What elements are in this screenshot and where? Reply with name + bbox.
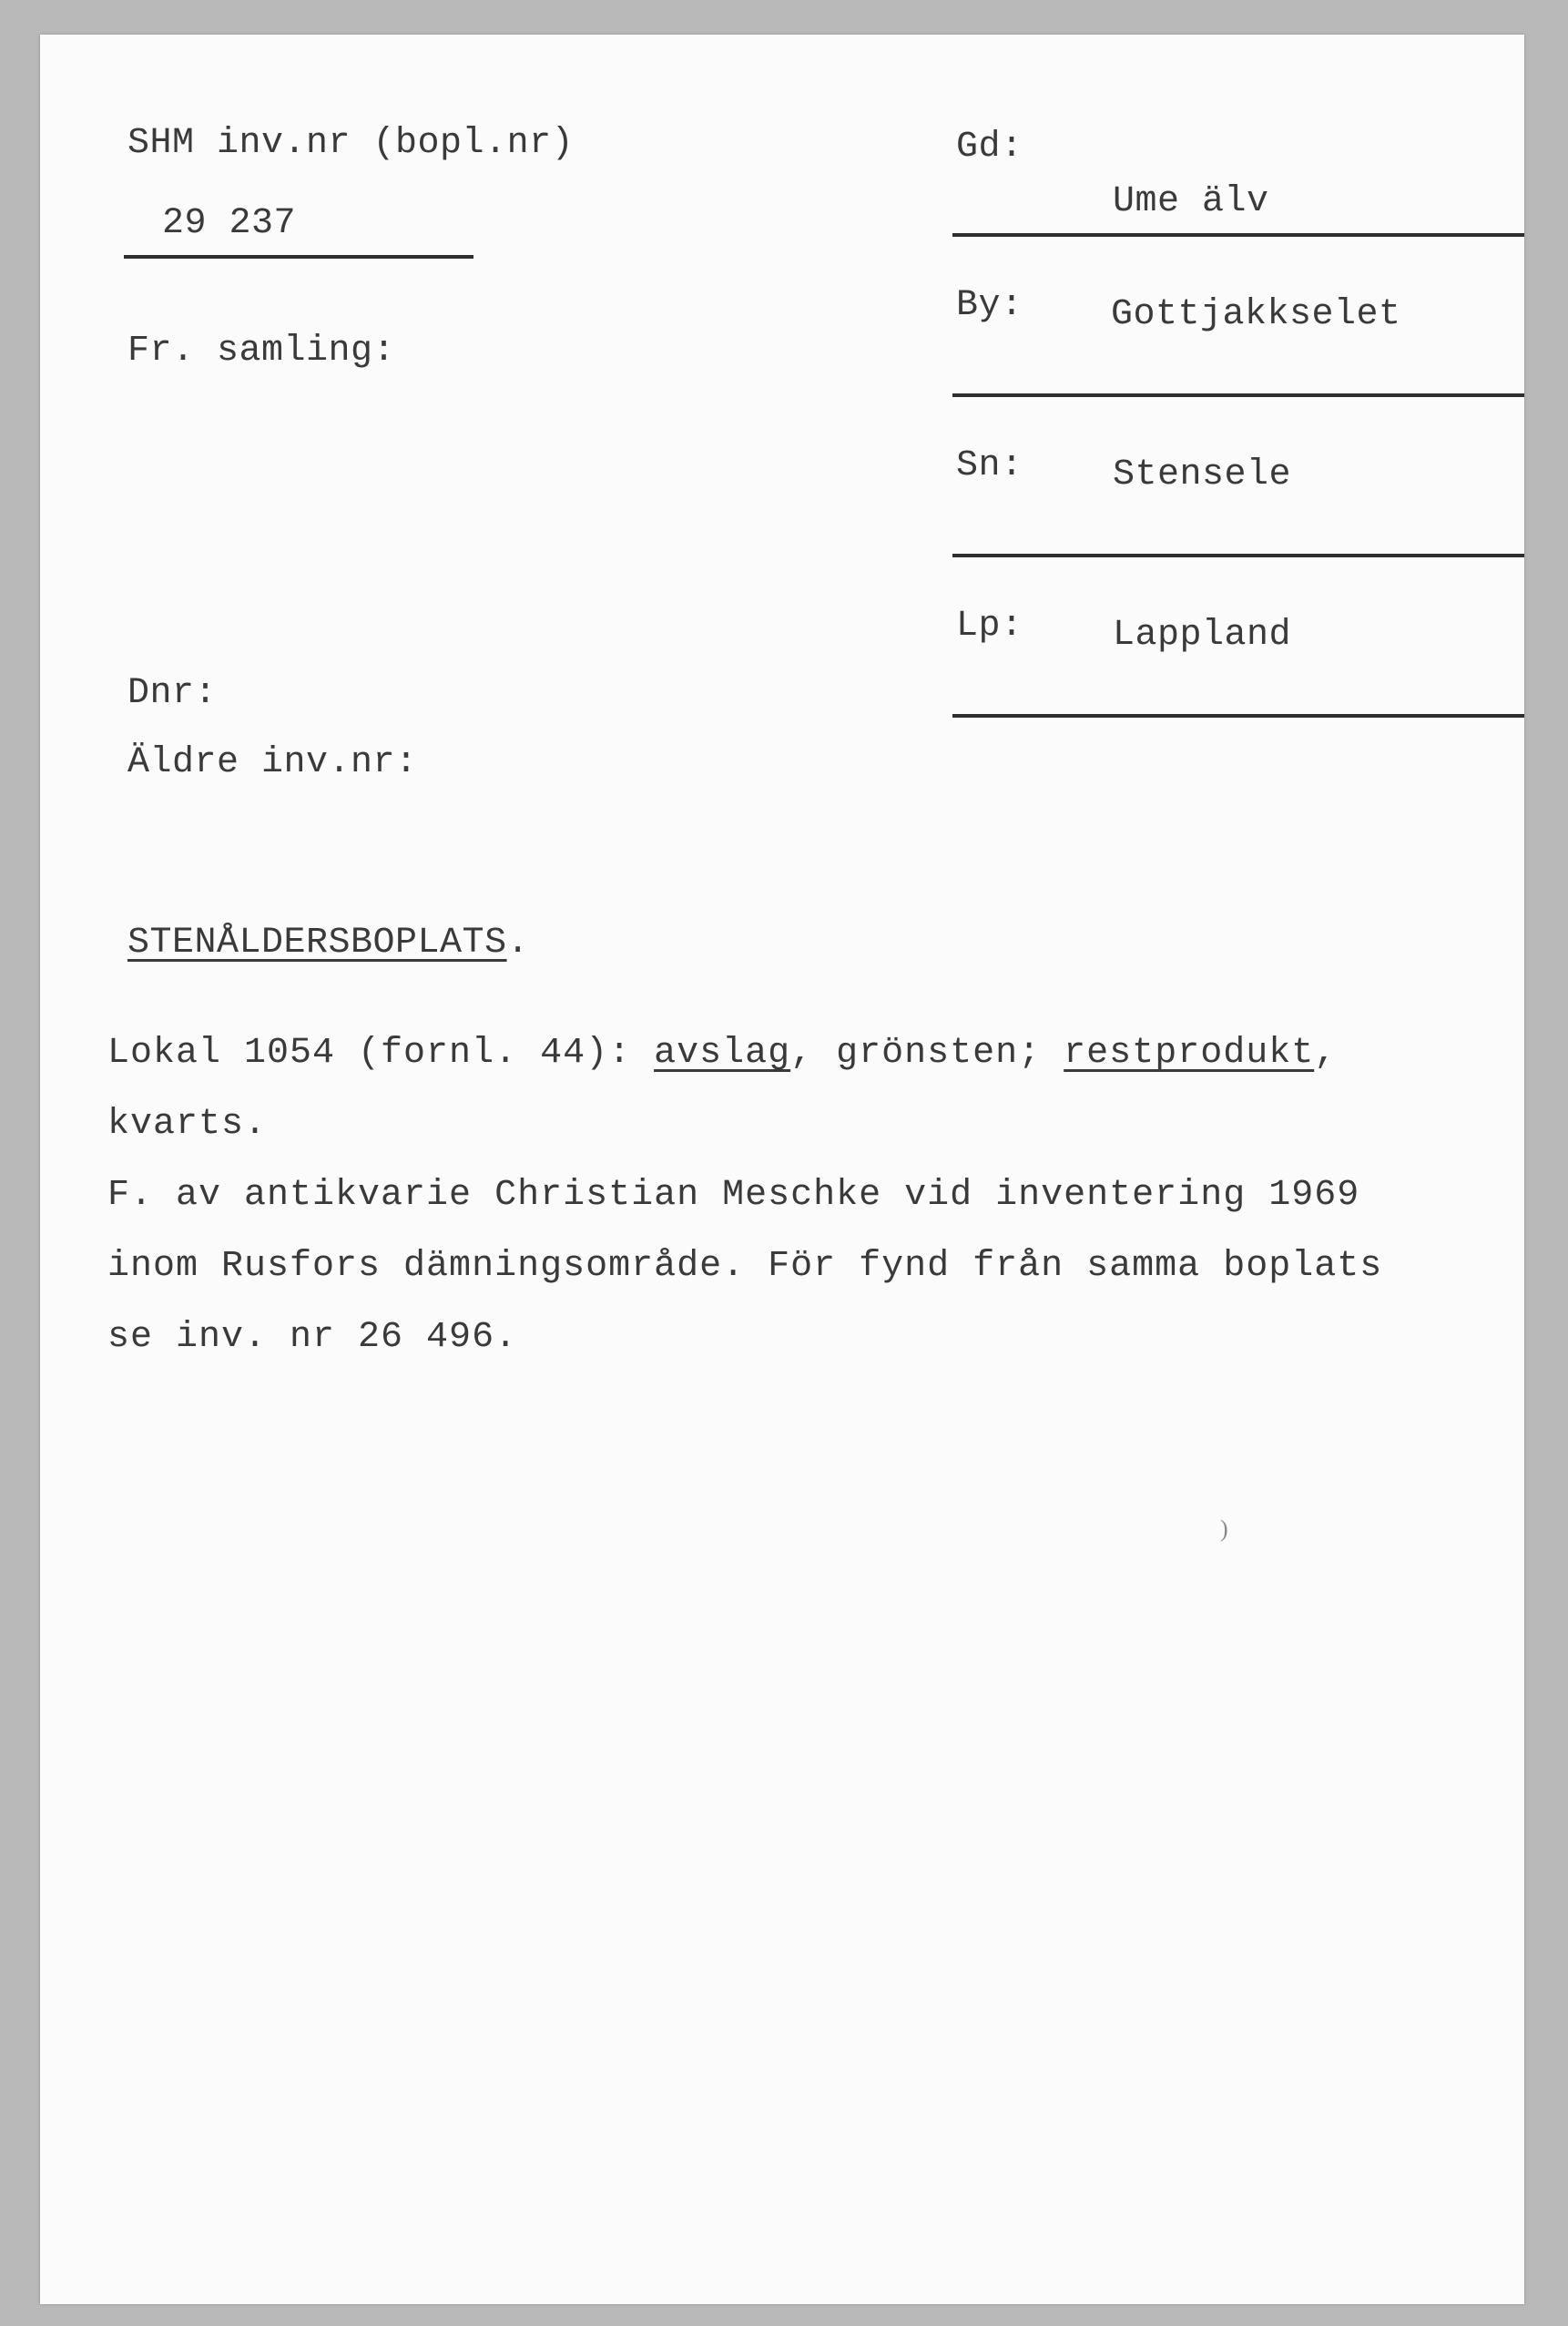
description-line-2: kvarts.: [107, 1104, 268, 1145]
line1-part-c: , grönsten;: [790, 1033, 1064, 1074]
lp-value: Lappland: [1113, 615, 1292, 656]
lp-label: Lp:: [956, 606, 1023, 647]
site-heading: [127, 922, 529, 965]
description-line-4: inom Rusfors dämningsområde. För fynd från samma boplats: [107, 1246, 1383, 1287]
inv-nr-value: 29 237: [162, 203, 297, 244]
site-heading-text: STENÅLDERSBOPLATS: [127, 923, 507, 964]
stray-pencil-mark: ): [1220, 1515, 1228, 1542]
gd-value: Ume älv: [1113, 181, 1269, 222]
by-value: Gottjakkselet: [1111, 294, 1401, 335]
sn-label: Sn:: [956, 445, 1023, 486]
site-heading-period: .: [506, 923, 530, 964]
line1-part-a: Lokal 1054 (fornl. 44):: [107, 1033, 655, 1074]
description-line-5: se inv. nr 26 496.: [107, 1317, 518, 1358]
line1-part-e: ,: [1314, 1033, 1338, 1074]
line1-restprodukt: restprodukt: [1064, 1033, 1315, 1074]
aldre-inv-nr-label: Äldre inv.nr:: [127, 742, 418, 783]
inv-nr-label: SHM inv.nr (bopl.nr): [127, 123, 575, 164]
gd-label: Gd:: [956, 127, 1023, 168]
line1-avslag: avslag: [654, 1033, 791, 1074]
fr-samling-label: Fr. samling:: [127, 331, 396, 372]
lp-underline: [952, 714, 1524, 718]
dnr-label: Dnr:: [127, 673, 218, 714]
description-line-3: F. av antikvarie Christian Meschke vid inventering 1969: [107, 1175, 1360, 1216]
gd-underline: [952, 233, 1524, 237]
description-line-1: [107, 1018, 1382, 1089]
by-label: By:: [956, 285, 1023, 326]
sn-value: Stensele: [1113, 454, 1292, 495]
find-description: [107, 1018, 1382, 1373]
by-underline: [952, 393, 1524, 397]
sn-underline: [952, 554, 1524, 557]
inv-nr-underline: [124, 255, 473, 259]
